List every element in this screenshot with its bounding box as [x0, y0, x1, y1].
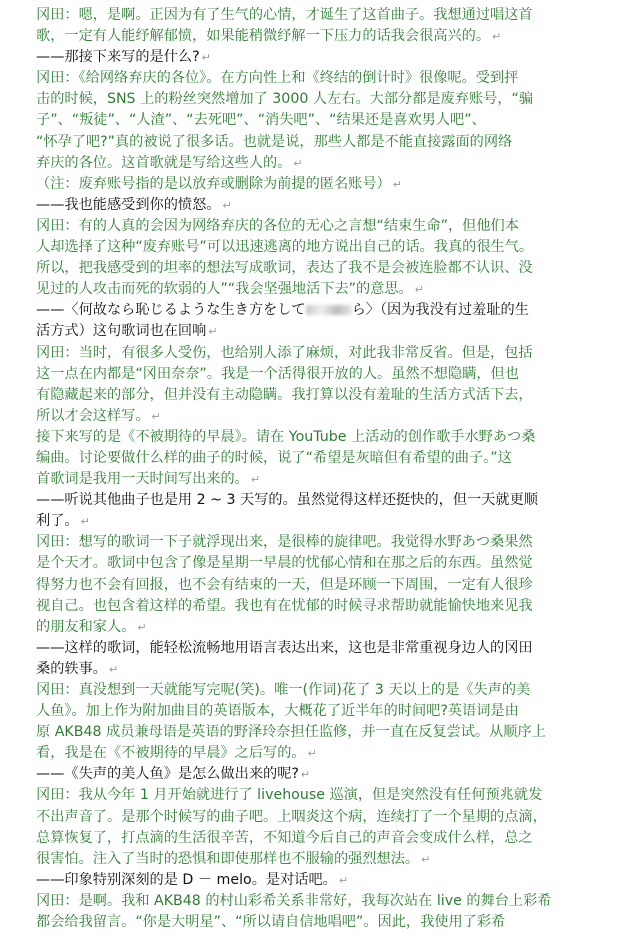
- text-line: [36, 575, 609, 596]
- line-text: （注：废弃账号指的是以放弃或删除为前提的匿名账号）: [36, 175, 391, 192]
- paragraph-mark-icon: ↵: [108, 662, 119, 676]
- line-text: 接下来写的是《不被期待的早晨》。请在 YouTube 上活动的创作歌手水野あつ桑: [36, 428, 536, 445]
- line-text: 有隐藏起来的部分，但并没有主动隐瞒。我打算以没有羞耻的生活方式活下去，: [36, 386, 533, 403]
- text-line: [36, 553, 609, 574]
- text-line: [36, 617, 609, 638]
- paragraph-mark-icon: ↵: [392, 177, 402, 191]
- line-text: 视自己。也包含着这样的希望。我也有在忧郁的时候寻求帮助就能愉快地来见我: [36, 597, 533, 614]
- paragraph-mark-icon: ↵: [250, 473, 261, 487]
- redacted-blur: [306, 305, 352, 315]
- text-line: [36, 511, 609, 532]
- text-line: [36, 364, 609, 385]
- line-text: ——我也能感受到你的愤怒。: [36, 196, 221, 213]
- line-text: 冈田：《给网络弃庆的各位》。在方向性上和《终结的倒计时》很像呢。受到抨: [36, 70, 519, 87]
- line-text: “怀孕了吧?”真的被说了很多话。也就是说，那些人都是不能直接露面的网络: [36, 133, 513, 150]
- text-line: [36, 659, 609, 680]
- text-line: [36, 385, 609, 406]
- line-text: 桑的轶事。: [36, 660, 107, 677]
- text-line: [36, 279, 609, 300]
- text-line: [36, 132, 609, 153]
- line-text: ——《失声的美人鱼》是怎么做出来的呢?: [36, 766, 299, 783]
- line-text: 编曲。讨论要做什么样的曲子的时候，说了“希望是灰暗但有希望的曲子。”这: [36, 449, 512, 466]
- text-line: [36, 490, 609, 511]
- text-line: [36, 427, 609, 448]
- line-text: 总算恢复了，打点滴的生活很辛苦，不知道今后自己的声音会变成什么样，总之: [36, 829, 533, 846]
- text-line: [36, 891, 609, 912]
- paragraph-mark-icon: ↵: [80, 515, 90, 529]
- text-line: [36, 47, 609, 68]
- line-text: 这一点在内都是“冈田奈奈”。我是一个活得很开放的人。虽然不想隐瞒，但也: [36, 365, 519, 382]
- text-line: [36, 343, 609, 364]
- text-line: [36, 153, 609, 174]
- paragraph-mark-icon: ↵: [222, 198, 232, 212]
- text-line: [36, 870, 609, 891]
- line-text: 冈田：真没想到一天就能写完呢(笑)。唯一(作词)花了 3 天以上的是《失声的美: [36, 682, 531, 698]
- text-line: [36, 532, 609, 553]
- line-text: 利了。: [36, 513, 79, 530]
- line-text: 子”、“叛徒”、“人渣”、“去死吧”、“消失吧”、“结果还是喜欢男人吧”、: [36, 112, 486, 129]
- text-line: [36, 174, 609, 195]
- text-line: [36, 828, 609, 849]
- line-text: 冈田：想写的歌词一下子就浮现出来，是很棒的旋律吧。我觉得水野あつ桑果然: [36, 534, 533, 551]
- text-line: [36, 89, 609, 110]
- line-text: 首歌词是我用一天时间写出来的。: [36, 471, 249, 488]
- text-line: [36, 300, 609, 321]
- line-text: ——那接下来写的是什么?: [36, 49, 200, 66]
- text-line: [36, 216, 609, 237]
- line-text: ——印象特别深刻的是 D － melo。是对话吧。: [36, 871, 337, 888]
- line-text: 击的时候，SNS 上的粉丝突然增加了 3000 人左右。大部分都是废弃账号，“骗: [36, 91, 534, 108]
- text-line: [36, 849, 609, 870]
- line-text: 的朋友和家人。: [36, 618, 136, 635]
- line-text: 原 AKB48 成员兼母语是英语的野泽玲奈担任监修，并一直在反复尝试。从顺序上: [36, 724, 546, 741]
- line-text: 歌，一定有人能纾解郁愤，如果能稍微纾解一下压力的话我会很高兴的。: [36, 28, 491, 45]
- paragraph-mark-icon: ↵: [293, 156, 303, 170]
- text-line: [36, 722, 609, 743]
- text-line: [36, 406, 609, 427]
- paragraph-mark-icon: ↵: [208, 325, 218, 339]
- text-line: [36, 195, 609, 216]
- line-text: ——听说其他曲子也是用 2 ~ 3 天写的。虽然觉得这样还挺快的，但一天就更顺: [36, 492, 538, 509]
- paragraph-mark-icon: ↵: [137, 620, 147, 634]
- line-text: ——〈何故なら恥じるような生き方をして: [36, 302, 306, 319]
- line-text: 活方式）这句歌词也在回响: [36, 323, 207, 340]
- text-line: [36, 5, 609, 26]
- line-text: 是个天才。歌词中包含了像是星期一早晨的忧郁心情和在那之后的东西。虽然觉: [36, 555, 533, 572]
- line-text: 冈田：我从今年 1 月开始就进行了 livehouse 巡演，但是突然没有任何预兆就发: [36, 787, 543, 804]
- line-text: 所以才会这样写。: [36, 407, 150, 424]
- line-text: 见过的人攻击而死的软弱的人”“我会坚强地活下去”的意思。: [36, 281, 413, 298]
- text-line: [36, 785, 609, 806]
- paragraph-mark-icon: ↵: [307, 747, 317, 761]
- text-line: [36, 596, 609, 617]
- paragraph-mark-icon: ↵: [300, 768, 311, 782]
- text-line: [36, 68, 609, 89]
- paragraph-mark-icon: ↵: [414, 283, 424, 297]
- text-line: [36, 701, 609, 722]
- line-text: 很害怕。注入了当时的恐惧和即使那样也不服输的强烈想法。: [36, 850, 420, 867]
- text-line: [36, 110, 609, 131]
- text-line: [36, 807, 609, 828]
- paragraph-mark-icon: ↵: [338, 873, 349, 887]
- text-line: [36, 912, 609, 933]
- paragraph-mark-icon: ↵: [421, 852, 431, 866]
- text-line: [36, 321, 609, 342]
- line-text: ——这样的歌词，能轻松流畅地用语言表达出来，这也是非常重视身边人的冈田: [36, 639, 533, 656]
- text-line: [36, 743, 609, 764]
- text-line: [36, 680, 609, 701]
- text-line: [36, 764, 609, 785]
- line-text: 人却选择了这种“废弃账号”可以迅速逃离的地方说出自己的话。我真的很生气。: [36, 239, 534, 256]
- text-line: [36, 26, 609, 47]
- line-text: 冈田：有的人真的会因为网络弃庆的各位的无心之言想“结束生命”，但他们本: [36, 217, 519, 234]
- line-text: 冈田：是啊。我和 AKB48 的村山彩希关系非常好，我每次站在 live 的舞台上彩希: [36, 892, 552, 909]
- text-line: [36, 258, 609, 279]
- paragraph-mark-icon: ↵: [492, 30, 502, 44]
- text-line: [36, 638, 609, 659]
- text-line: [36, 448, 609, 469]
- paragraph-mark-icon: ↵: [151, 409, 161, 423]
- paragraph-mark-icon: ↵: [201, 51, 211, 65]
- text-line: [36, 469, 609, 490]
- text-line: [36, 237, 609, 258]
- line-text: 得努力也不会有回报，也不会有结束的一天，但是环顾一下周围，一定有人很珍: [36, 576, 533, 593]
- line-text: 都会给我留言。“你是大明星”、“所以请自信地唱吧”。因此，我使用了彩希: [36, 914, 506, 931]
- line-text: 冈田：嗯，是啊。正因为有了生气的心情，才诞生了这首曲子。我想通过唱这首: [36, 7, 533, 23]
- line-text: 人鱼》。加上作为附加曲目的英语版本，大概花了近半年的时间吧?英语词是由: [36, 703, 519, 720]
- line-text: 冈田：当时，有很多人受伤，也给别人添了麻烦，对此我非常反省。但是，包括: [36, 344, 533, 361]
- line-text: 所以，把我感受到的坦率的想法写成歌词，表达了我不是会被连脸都不认识、没: [36, 260, 533, 277]
- line-text: 弃庆的各位。这首歌就是写给这些人的。: [36, 154, 292, 171]
- line-text: 不出声音了。是那个时候写的曲子吧。上咽炎这个病，连续打了一个星期的点滴，: [36, 808, 547, 825]
- line-text-continued: ら〉（因为我没有过羞耻的生: [351, 302, 529, 319]
- line-text: 看，我是在《不被期待的早晨》之后写的。: [36, 745, 306, 762]
